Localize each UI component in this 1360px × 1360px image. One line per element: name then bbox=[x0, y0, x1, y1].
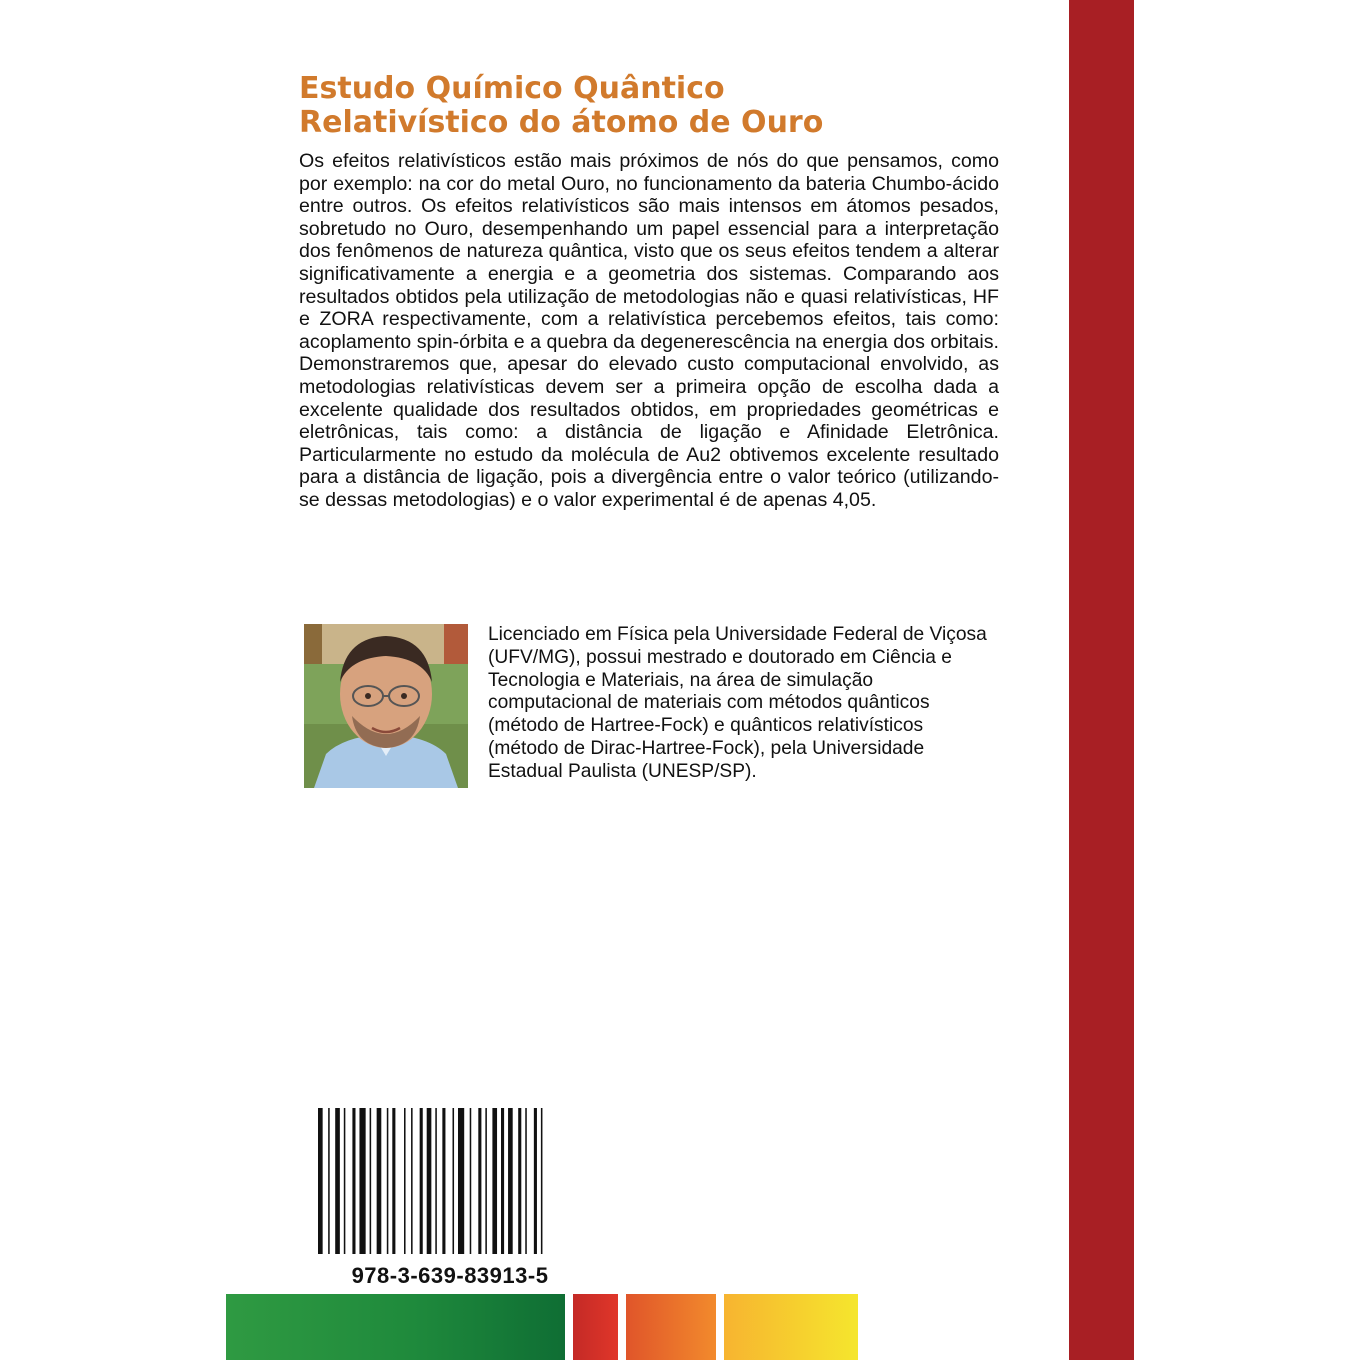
barcode-bar bbox=[427, 1108, 432, 1254]
barcode-bar bbox=[370, 1108, 372, 1254]
barcode-bar bbox=[453, 1108, 455, 1254]
barcode-bar bbox=[359, 1108, 365, 1254]
book-title-line-1: Estudo Químico Quântico bbox=[299, 71, 725, 106]
author-bio: Licenciado em Física pela Universidade Federal de Viçosa (UFV/MG), possui mestrado e doutorado em Ciência e Tecnologia e Materiais, na área de simulação computacional de materiais com métodos quânticos (método de Hartree-Fock) e quânticos relativísticos (método de Dirac-Hartree-Fock), pela Universidade Estadual Paulista (UNESP/SP). bbox=[488, 624, 987, 782]
barcode-bar bbox=[411, 1108, 413, 1254]
author-photo bbox=[304, 624, 468, 788]
book-title-line-2: Relativístico do átomo de Ouro bbox=[299, 105, 824, 140]
book-title bbox=[299, 72, 1019, 140]
book-blurb: Os efeitos relativísticos estão mais próximos de nós do que pensamos, como por exemplo: na cor do metal Ouro, no funcionamento da bateria Chumbo-ácido entre outros. Os efeitos relativísticos são mais intensos em átomos pesados, sobretudo no Ouro, desempenhando um papel essencial para a interpretação dos fenômenos de natureza quântica, visto que os seus efeitos tendem a alterar significativamente a energia e a geometria dos sistemas. Comparando aos resultados obtidos pela utilização de metodologias não e quasi relativísticas, HF e ZORA respectivamente, com a relativística percebemos efeitos, tais como: acoplamento spin-órbita e a quebra da degenerescência na energia dos orbitais. Demonstraremos que, apesar do elevado custo computacional envolvido, as metodologias relativísticas devem ser a primeira opção de escolha dada a excelente qualidade dos resultados obtidos, em propriedades geométricas e eletrônicas, tais como: a distância de ligação e Afinidade Eletrônica. Particularmente no estudo da molécula de Au2 obtivemos excelente resultado para a distância de ligação, pois a divergência entre o valor teórico (utilizando-se dessas metodologias) e o valor experimental é de apenas 4,05. bbox=[299, 150, 999, 511]
barcode bbox=[316, 1108, 584, 1254]
barcode-bar bbox=[387, 1108, 389, 1254]
barcode-bar bbox=[404, 1108, 406, 1254]
barcode-bar bbox=[335, 1108, 340, 1254]
barcode-bar bbox=[492, 1108, 497, 1254]
footer-stripe-red bbox=[573, 1294, 618, 1360]
barcode-bar bbox=[508, 1108, 513, 1254]
barcode-bar bbox=[534, 1108, 537, 1254]
barcode-bar bbox=[458, 1108, 464, 1254]
barcode-bar bbox=[541, 1108, 543, 1254]
barcode-bar bbox=[435, 1108, 437, 1254]
isbn-number: 978-3-639-83913-5 bbox=[351, 1263, 549, 1288]
footer-stripe-yellow bbox=[724, 1294, 858, 1360]
barcode-bar bbox=[470, 1108, 472, 1254]
barcode-bar bbox=[318, 1108, 323, 1254]
barcode-bar bbox=[501, 1108, 504, 1254]
barcode-bar bbox=[377, 1108, 382, 1254]
barcode-bar bbox=[344, 1108, 346, 1254]
barcode-bar bbox=[525, 1108, 527, 1254]
footer-stripe-orange bbox=[626, 1294, 716, 1360]
barcode-bar bbox=[485, 1108, 487, 1254]
barcode-bar bbox=[478, 1108, 481, 1254]
barcode-bar bbox=[392, 1108, 395, 1254]
barcode-bar bbox=[442, 1108, 445, 1254]
barcode-bar bbox=[328, 1108, 330, 1254]
barcode-bar bbox=[352, 1108, 355, 1254]
barcode-bar bbox=[420, 1108, 423, 1254]
barcode-bar bbox=[518, 1108, 521, 1254]
book-spine bbox=[1069, 0, 1134, 1360]
footer-stripe-green bbox=[226, 1294, 565, 1360]
